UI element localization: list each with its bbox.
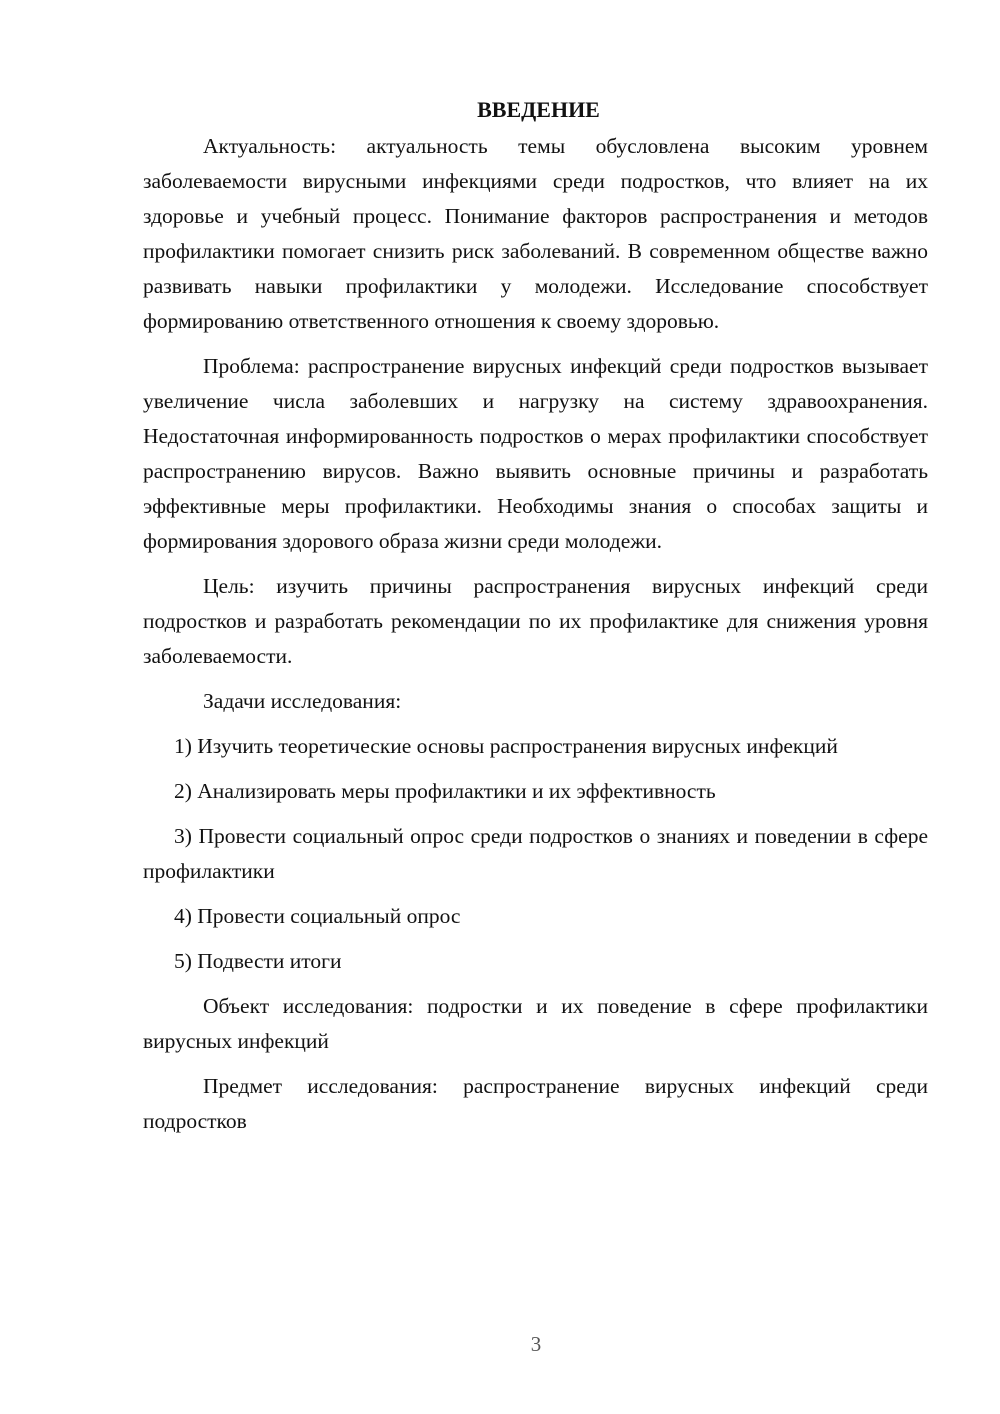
task-item-2: 2) Анализировать меры профилактики и их эффективность: [174, 779, 716, 803]
task-item-1: 1) Изучить теоретические основы распространения вирусных инфекций: [174, 734, 838, 758]
document-page: [143, 92, 928, 1139]
task-item-3: 3) Провести социальный опрос среди подростков о знаниях и поведении в сфере профилактики: [143, 824, 928, 883]
tasks-list: [143, 729, 928, 979]
tasks-heading: Задачи исследования:: [203, 689, 402, 713]
page-title: ВВЕДЕНИЕ: [477, 97, 600, 122]
relevance-paragraph: Актуальность: актуальность темы обусловлена высоким уровнем заболеваемости вирусными инфекциями среди подростков, что влияет на их здоровье и учебный процесс. Понимание факторов распространения и методов профилактики помогает снизить риск заболеваний. В современном обществе важно развивать навыки профилактики у молодежи. Исследование способствует формированию ответственного отношения к своему здоровью.: [143, 134, 928, 333]
page-number: 3: [530, 1332, 542, 1356]
problem-paragraph: Проблема: распространение вирусных инфекций среди подростков вызывает увеличение числа заболевших и нагрузку на систему здравоохранения. Недостаточная информированность подростков о мерах профилактики способствует распространению вирусов. Важно выявить основные причины и разработать эффективные меры профилактики. Необходимы знания о способах защиты и формирования здорового образа жизни среди молодежи.: [143, 354, 928, 553]
subject-paragraph: Предмет исследования: распространение вирусных инфекций среди подростков: [143, 1074, 928, 1133]
task-item-4: 4) Провести социальный опрос: [174, 904, 461, 928]
goal-paragraph: Цель: изучить причины распространения вирусных инфекций среди подростков и разработать рекомендации по их профилактике для снижения уровня заболеваемости.: [143, 574, 928, 668]
object-paragraph: Объект исследования: подростки и их поведение в сфере профилактики вирусных инфекций: [143, 994, 928, 1053]
task-item-5: 5) Подвести итоги: [174, 949, 342, 973]
